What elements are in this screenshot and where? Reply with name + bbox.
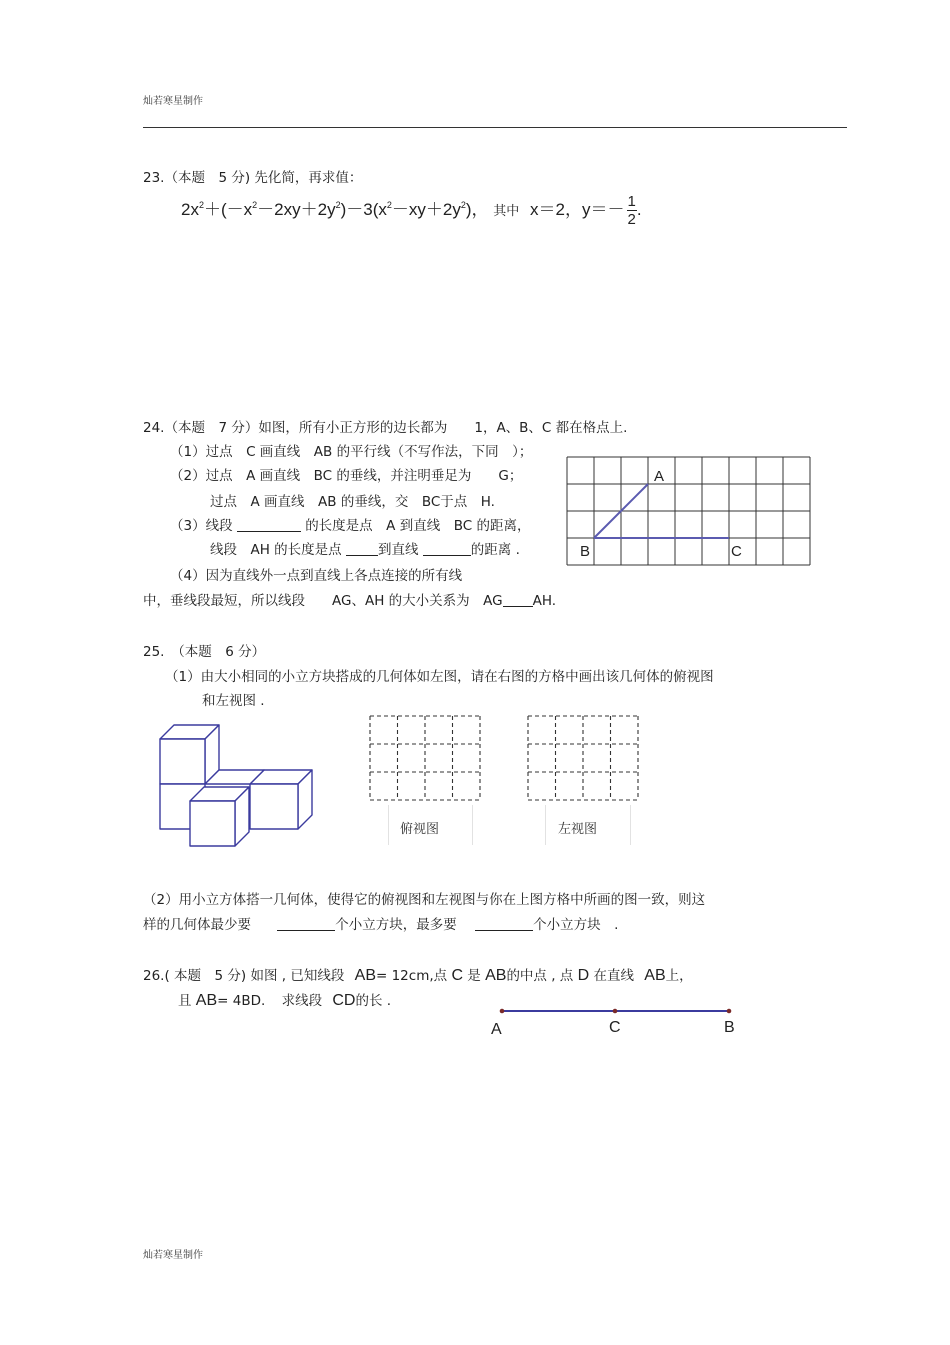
q24-label-c: C [731,543,742,560]
q26-line1f: 上， [665,968,693,984]
q25-left-view-grid[interactable] [527,715,641,803]
q26-line1 [143,964,693,985]
q26-point-c [613,1009,618,1014]
q24-blank-segment[interactable] [237,518,301,532]
q25-title: 25. （本题 6 分） [143,644,266,660]
q23-f3: －2xy＋2y [257,199,336,219]
q26-line1d: 的中点 , 点 [506,968,574,984]
q25-divider [388,805,389,845]
q25-p2-line2a: 样的几何体最少要 [143,917,251,933]
q26-line2c: 求线段 [281,993,323,1009]
q24-line4: 过点 A 画直线 AB 的垂线，交 BC于点 H. [210,494,495,510]
q24-line6c: 的距离 . [470,542,520,558]
q24-line5a: （3）线段 [170,518,233,534]
q26-line2a: 且 [178,993,192,1009]
q25-divider [545,805,546,845]
q26-ab2: AB [485,967,507,984]
q26-ab4: AB [195,992,218,1009]
q25-p2-line2 [143,913,618,933]
q24-grid-figure [566,456,812,568]
q24-line3: （2）过点 A 画直线 BC 的垂线，并注明垂足为 G； [170,468,523,484]
q23-f5: －xy＋2y [391,199,461,219]
q24-line6b: 到直线 [377,542,419,558]
q24-line5b: 的长度是点 A 到直线 BC 的距离， [305,518,531,534]
q23-frac-num: 1 [627,193,636,210]
q25-top-view-grid[interactable] [369,715,483,803]
header-watermark: 灿若寒星制作 [143,96,203,107]
q24-blank-point[interactable] [346,542,378,556]
q24-grid-lines [567,457,810,565]
q24-line8b: AH. [532,593,557,609]
q25-left-view-caption: 左视图 [558,822,598,837]
q26-ab3: AB [644,967,666,984]
q23-where: 其中 [493,203,520,219]
q23-fraction [627,193,637,228]
q25-top-view-caption: 俯视图 [400,822,440,837]
q24-line6 [210,538,520,558]
q25-p1-line1: （1）由大小相同的小立方块搭成的几何体如左图，请在右图的方格中画出该几何体的俯视图 [165,669,714,685]
q25-p2-line1: （2）用小立方体搭一几何体，使得它的俯视图和左视图与你在上图方格中所画的图一致，则这 [143,892,706,908]
q23-f4: )－3(x [340,199,387,219]
q26-line1a: 26.( 本题 5 分) 如图 , 已知线段 [143,968,345,984]
q23-f1: 2x [181,199,199,219]
q24-line5 [170,514,530,534]
q24-line2: （1）过点 C 画直线 AB 的平行线（不写作法，下同 ）； [170,444,533,460]
q26-ab1: AB [354,967,376,984]
q24-line8a: 中，垂线段最短，所以线段 AG、AH 的大小关系为 AG [143,593,503,609]
q24-blank-line[interactable] [423,542,471,556]
q24-blank-relation[interactable] [503,593,533,607]
q26-line1c: 是 [467,968,481,984]
footer-watermark: 灿若寒星制作 [143,1250,203,1261]
q26-d1: D [577,967,590,984]
q24-line7: （4）因为直线外一点到直线上各点连接的所有线 [170,568,463,584]
q26-label-a: A [491,1021,502,1038]
q24-line8 [143,589,556,609]
q26-cd: CD [332,992,356,1009]
q25-blank-max[interactable] [475,917,533,931]
q25-divider [630,805,631,845]
q23-f2: ＋(－x [203,199,253,219]
q25-cube-solid [152,718,317,850]
q25-blank-min[interactable] [277,917,335,931]
q26-label-c: C [609,1019,621,1036]
q25-p2-line2c: 个小立方块 . [533,917,619,933]
q23-frac-den: 2 [627,211,636,228]
q25-p1-line2: 和左视图 . [202,693,265,709]
q23-f7: x＝2，y＝－ [530,199,625,219]
q26-point-a [500,1009,505,1014]
header-rule [143,127,847,128]
q26-point-b [727,1009,732,1014]
q25-divider [472,805,473,845]
q26-segment-figure [485,1000,745,1040]
q24-line6a: 线段 AH 的长度是点 [210,542,342,558]
q23-f6: )， [465,199,489,219]
q24-line1: 24.（本题 7 分）如图，所有小正方形的边长都为 1，A、B、C 都在格点上. [143,420,628,436]
q26-line1e: 在直线 [593,968,634,984]
q23-formula: $2x^2+(-x^2-2xy+2y^2)-3(x^2-xy+2y^2)$， 其中 x＝2，y＝－ $\frac{1}{2}$ . [181,193,642,228]
q26-line2 [178,989,391,1010]
q26-label-b: B [724,1019,735,1036]
q26-c1: C [451,967,463,984]
q25-p2-line2b: 个小立方块，最多要 [335,917,457,933]
q24-label-b: B [580,543,591,560]
q26-line1b: = 12cm,点 [375,968,448,984]
q26-line2b: = 4BD. [217,993,266,1009]
q24-label-a: A [654,468,665,485]
q23-title: 23.（本题 5 分) 先化简，再求值： [143,170,363,186]
q26-line2d: 的长 . [355,993,392,1009]
q23-end: . [636,199,642,219]
